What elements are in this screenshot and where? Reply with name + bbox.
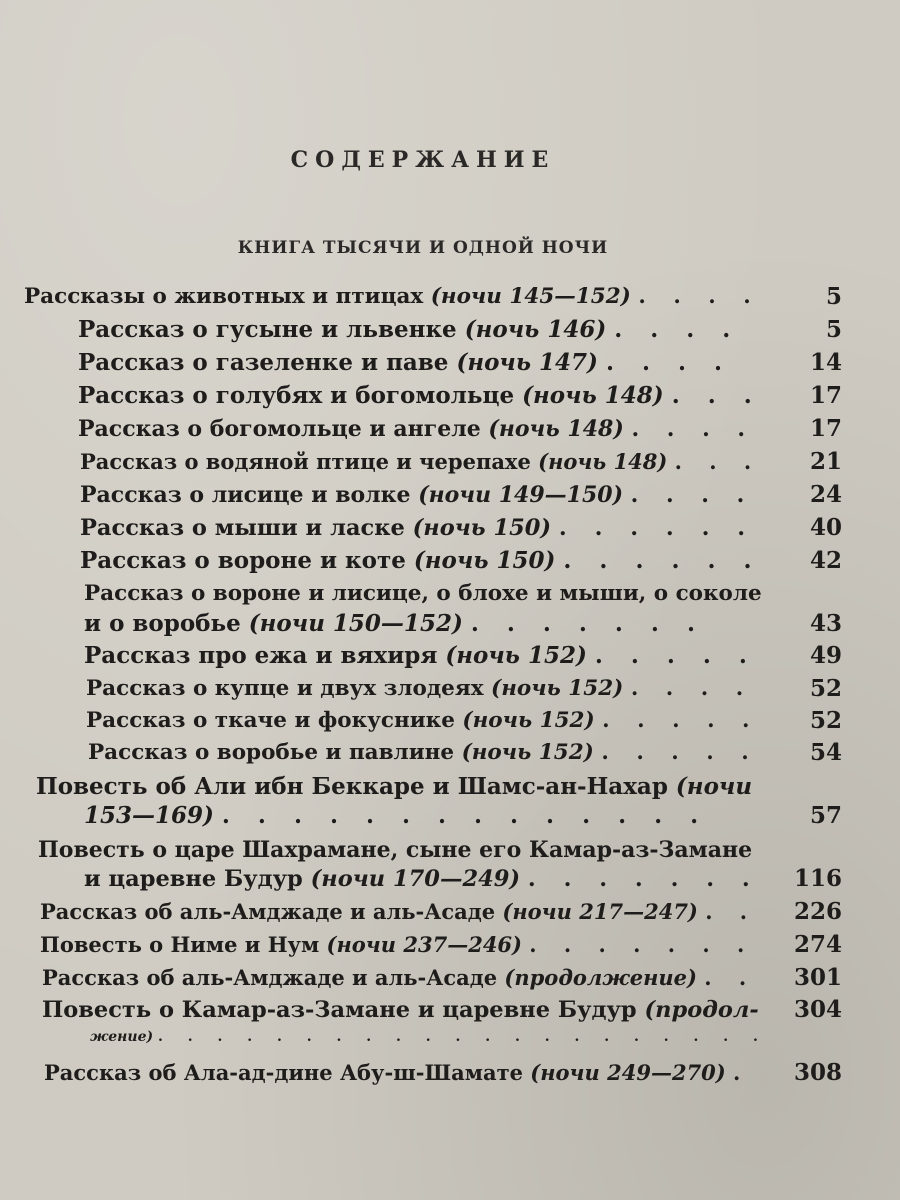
toc-entry-line [42, 995, 759, 1025]
toc-entry-title: Рассказ об Ала-ад-дине Абу-ш-Шамате [44, 1060, 523, 1085]
toc-entry [0, 995, 900, 1025]
toc-entry [0, 282, 900, 312]
toc-entry-leader: . . . . [638, 284, 761, 309]
toc-entry-title: Рассказ о мыши и ласке [80, 515, 405, 541]
toc-entry [0, 801, 900, 831]
toc-entry [0, 706, 900, 736]
toc-entry-page: 21 [809, 448, 842, 475]
toc-entry-title: Рассказ об аль-Амджаде и аль-Асаде [40, 899, 496, 924]
toc-entry-line [38, 835, 752, 865]
contents-heading: СОДЕРЖАНИЕ [290, 147, 556, 173]
toc-entry-title: Повесть о царе Шахрамане, сыне его Камар-аз-Замане [38, 837, 753, 863]
toc-entry-page: 301 [793, 964, 842, 991]
toc-entry-nights: (ночь 150) [412, 515, 552, 541]
toc-entry-line [78, 381, 762, 411]
toc-entry-title: Повесть о Ниме и Нум [40, 932, 320, 957]
toc-entry-line [40, 897, 757, 927]
toc-entry [0, 1058, 900, 1088]
toc-entry [0, 1022, 900, 1052]
toc-entry-page: 17 [809, 415, 842, 442]
toc-entry [0, 414, 900, 444]
toc-entry [0, 447, 900, 477]
book-title: КНИГА ТЫСЯЧИ И ОДНОЙ НОЧИ [237, 238, 609, 258]
toc-entry-page: 5 [825, 316, 842, 343]
toc-entry-page: 5 [825, 283, 842, 310]
toc-entry-line [80, 480, 754, 510]
toc-entry-line [42, 963, 756, 993]
toc-entry-page: 17 [809, 382, 842, 409]
toc-entry [0, 835, 900, 865]
toc-entry-title: Рассказ о вороне и коте [80, 547, 406, 574]
toc-entry-leader: . . . . [614, 316, 741, 343]
toc-entry [0, 315, 900, 345]
toc-entry-page: 40 [809, 514, 842, 541]
toc-entry-page: 42 [809, 547, 842, 574]
toc-entry-leader: . . . [671, 382, 762, 409]
toc-entry-nights: (ночи [675, 773, 753, 800]
toc-entry-page: 14 [809, 349, 842, 376]
toc-entry-page: 304 [793, 996, 842, 1023]
toc-entry-title: Рассказ про ежа и вяхиря [84, 642, 438, 669]
toc-entry-leader: . . . [674, 449, 762, 474]
toc-entry-page: 43 [809, 610, 842, 637]
toc-entry [0, 579, 900, 609]
toc-entry-nights: (ночь 150) [413, 547, 556, 574]
toc-entry-leader: . . . . . [602, 708, 760, 733]
toc-entry [0, 348, 900, 378]
toc-entry-title: Рассказ о голубях и богомольце [78, 382, 515, 409]
toc-entry-line [44, 1058, 750, 1088]
toc-entry-nights: (продолжение) [504, 965, 697, 990]
toc-entry-leader: . . [704, 965, 757, 990]
toc-entry [0, 897, 900, 927]
toc-entry-nights: (ночи 217—247) [502, 899, 698, 924]
toc-entry-title: и царевне Будур [84, 866, 303, 892]
toc-entry-title: Рассказ о лисице и волке [80, 482, 411, 508]
toc-entry-page: 308 [793, 1059, 842, 1086]
toc-entry-nights: (ночь 148) [522, 382, 664, 409]
toc-entry-line [84, 609, 705, 639]
toc-entry-title: Рассказ об аль-Амджаде и аль-Асаде [42, 965, 498, 990]
toc-entry-title: Рассказ о газеленке и паве [78, 349, 449, 376]
toc-entry-nights: (ночь 152) [445, 642, 587, 669]
toc-entry [0, 480, 900, 510]
toc-entry-line [80, 447, 761, 477]
toc-entry-leader: . . . . . [601, 740, 759, 765]
toc-entry-nights: (ночь 148) [538, 449, 668, 474]
toc-entry [0, 641, 900, 671]
toc-entry-line [78, 348, 732, 378]
toc-entry-line [84, 864, 760, 894]
toc-entry-line [88, 738, 759, 768]
toc-entry-title: Рассказ о купце и двух злодеях [86, 676, 484, 701]
toc-entry-line [40, 930, 754, 960]
toc-entry-nights: (ночи 149—150) [418, 482, 623, 508]
toc-entry-nights: (ночи 170—249) [310, 866, 521, 892]
toc-entry-leader: . . . . [630, 676, 754, 701]
toc-entry-line [36, 772, 752, 802]
toc-entry-line [80, 513, 755, 543]
toc-entry [0, 609, 900, 639]
toc-entry-nights: (ночь 146) [464, 316, 607, 343]
toc-entry-leader: . . . . . . . [527, 866, 760, 892]
toc-entry [0, 963, 900, 993]
toc-entry-page: 49 [809, 642, 842, 669]
toc-entry-page: 274 [793, 931, 842, 958]
toc-entry-leader: . . . . . [594, 642, 757, 669]
toc-entry-title: Рассказ о богомольце и ангеле [78, 416, 481, 442]
toc-entry [0, 546, 900, 576]
toc-entry-leader: . . . . . . . [529, 932, 755, 957]
toc-entry-line [84, 579, 762, 609]
toc-entry [0, 513, 900, 543]
toc-entry-line [84, 801, 708, 831]
toc-entry-nights: (ночь 152) [491, 676, 624, 701]
toc-entry-title: Рассказ о ткаче и фокуснике [86, 708, 455, 733]
toc-entry-leader: . [733, 1060, 751, 1085]
toc-entry-line [78, 315, 740, 345]
toc-entry [0, 674, 900, 704]
toc-entry-title: Повесть об Али ибн Беккаре и Шамс-ан-Нахар [36, 773, 668, 800]
toc-entry-nights: (ночи 237—246) [326, 932, 522, 957]
toc-entry-line [84, 641, 757, 671]
toc-entry [0, 930, 900, 960]
toc-entry-page: 226 [793, 898, 842, 925]
toc-entry-title: Рассказ о воробье и павлине [88, 740, 455, 765]
toc-entry [0, 864, 900, 894]
toc-entry-leader: . . . . [605, 349, 733, 376]
toc-entry-title: и о воробье [84, 610, 241, 637]
toc-entry-nights: (ночь 148) [488, 416, 624, 442]
toc-entry [0, 772, 900, 802]
toc-entry-nights: (ночь 147) [456, 349, 598, 376]
toc-entry-nights: (ночи 150—152) [248, 610, 463, 637]
toc-entry-nights: (ночи 145—152) [430, 284, 631, 309]
toc-entry-page: 52 [809, 675, 842, 702]
toc-entry-leader: . . . . . . . [470, 610, 705, 637]
toc-entry-nights: (ночи 249—270) [530, 1060, 726, 1085]
toc-entry-line [80, 546, 762, 576]
toc-entry-title: Рассказ о гусыне и львенке [78, 316, 457, 343]
toc-entry-page: 116 [793, 865, 842, 892]
toc-entry-nights: жение) [90, 1029, 154, 1045]
toc-entry-leader: . . . . . . [563, 547, 762, 574]
toc-entry [0, 738, 900, 768]
toc-entry-title: Рассказ о вороне и лисице, о блохе и мыши, о соколе [84, 581, 762, 606]
toc-entry-title: Повесть о Камар-аз-Замане и царевне Будур [42, 997, 637, 1023]
toc-entry-leader: . . . . . . . . . . . . . . [221, 802, 709, 829]
toc-entry-leader: . . . . [630, 482, 755, 508]
toc-entry-leader: . . . . . . [558, 515, 756, 541]
toc-entry-page: 57 [809, 802, 842, 829]
toc-entry-page: 52 [809, 707, 842, 734]
toc-entry-leader: . . [705, 899, 758, 924]
toc-entry-nights: 153—169) [84, 802, 214, 829]
toc-entry-line [90, 1022, 768, 1052]
toc-entry-line [86, 674, 753, 704]
toc-entry-leader: . . . . [631, 416, 756, 442]
toc-entry-line [86, 706, 760, 736]
toc-entry-page: 54 [809, 739, 842, 766]
toc-entry-nights: (ночь 152) [461, 740, 594, 765]
toc-entry-nights: (ночь 152) [462, 708, 595, 733]
toc-entry-line [78, 414, 755, 444]
toc-entry-leader: . . . . . . . . . . . . . . . . . . . . . [157, 1029, 768, 1045]
toc-entry-page: 24 [809, 481, 842, 508]
toc-entry [0, 381, 900, 411]
toc-entry-nights: (продол- [644, 997, 759, 1023]
toc-entry-title: Рассказ о водяной птице и черепахе [80, 449, 531, 474]
toc-entry-line [24, 282, 761, 312]
toc-entry-title: Рассказы о животных и птицах [24, 284, 424, 309]
